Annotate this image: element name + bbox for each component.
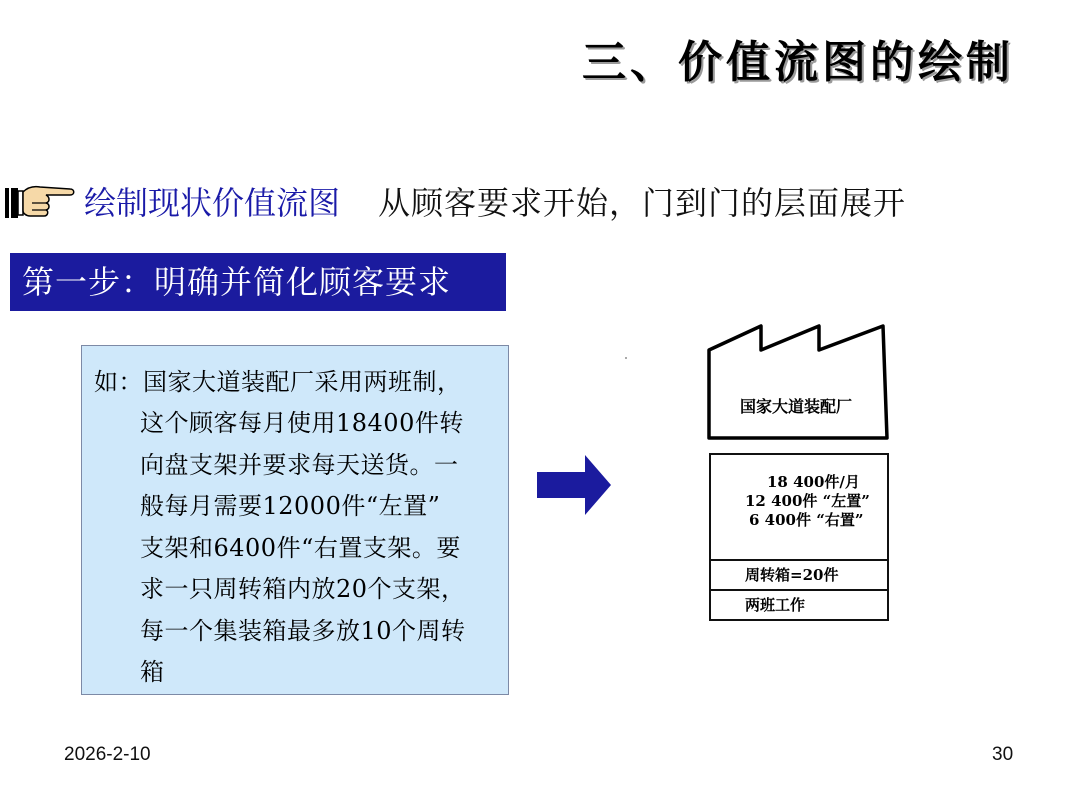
pointing-hand-icon — [4, 178, 78, 224]
right-arrow-icon — [537, 455, 611, 515]
page-number: 30 — [992, 744, 1014, 765]
bullet-heading: 绘制现状价值流图 — [84, 184, 341, 222]
left-demand: 12 400件 “左置” — [745, 492, 870, 510]
monthly-demand: 18 400件/月 — [767, 473, 860, 491]
customer-data-box — [709, 453, 889, 621]
example-line: 求一只周转箱内放20个支架， — [140, 575, 466, 603]
example-line: 般每月需要12000件“左置” — [140, 492, 441, 520]
footer-date: 2026-2-10 — [64, 744, 151, 765]
shifts-row: 两班工作 — [745, 596, 806, 614]
example-line: 如：国家大道装配厂采用两班制， — [94, 368, 462, 396]
right-demand: 6 400件 “右置” — [749, 511, 864, 529]
bullet-row — [4, 178, 906, 224]
factory-name: 国家大道装配厂 — [739, 397, 852, 416]
example-box — [81, 345, 509, 695]
example-line: 每一个集装箱最多放10个周转 — [140, 617, 466, 645]
step-label: 第一步：明确并简化顾客要求 — [10, 253, 506, 311]
slide-title: 三、价值流图的绘制 — [582, 37, 1014, 88]
example-line: 支架和6400件“右置支架。要 — [140, 534, 461, 562]
example-line: 向盘支架并要求每天送货。一 — [140, 451, 459, 479]
example-line: 箱 — [140, 658, 165, 686]
stray-dot — [625, 357, 627, 359]
bullet-text: 从顾客要求开始，门到门的层面展开 — [378, 184, 907, 222]
container-row: 周转箱=20件 — [711, 561, 887, 591]
example-line: 这个顾客每月使用18400件转 — [140, 409, 464, 437]
factory-icon — [705, 320, 895, 445]
demand-section — [711, 455, 887, 561]
